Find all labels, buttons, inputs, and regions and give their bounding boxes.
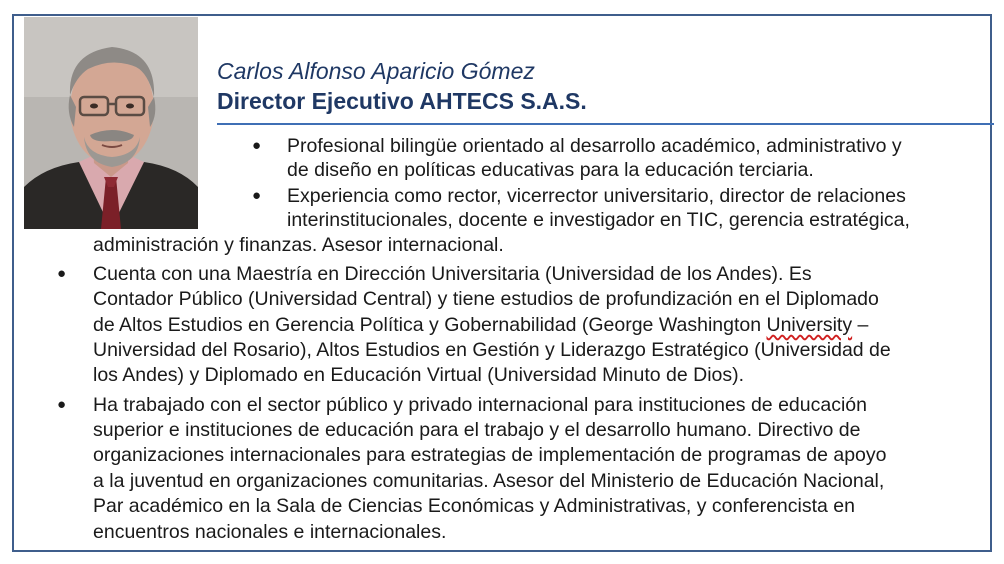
bullet-2-line-3: administración y finanzas. Asesor internacional.: [93, 234, 504, 256]
bullet-3-line-5: los Andes) y Diplomado en Educación Virtual (Universidad Minuto de Dios).: [93, 364, 745, 386]
bullet-dot-icon: ●: [252, 137, 262, 154]
bullet-2-line-2: interinstitucionales, docente e investigador en TIC, gerencia estratégica,: [287, 209, 910, 231]
bullet-4-line-1: Ha trabajado con el sector público y privado internacional para instituciones de educación: [93, 394, 867, 416]
bullet-3-line-1: Cuenta con una Maestría en Dirección Universitaria (Universidad de los Andes). Es: [93, 263, 812, 285]
bullet-dot-icon: ●: [252, 187, 262, 204]
bullet-4-line-3: organizaciones internacionales para estrategias de implementación de programas de apoyo: [93, 444, 887, 466]
person-name: Carlos Alfonso Aparicio Gómez: [217, 58, 535, 84]
bullet-3-line-2: Contador Público (Universidad Central) y tiene estudios de profundización en el Diplomado: [93, 288, 879, 310]
bullet-dot-icon: ●: [57, 265, 67, 282]
bullet-1-line-2: de diseño en políticas educativas para la educación terciaria.: [287, 159, 814, 181]
bullet-4-line-5: Par académico en la Sala de Ciencias Económicas y Administrativas, y conferencista en: [93, 495, 855, 517]
bullet-4-line-6: encuentros nacionales e internacionales.: [93, 521, 447, 543]
bullet-4-line-2: superior e instituciones de educación para el trabajo y el desarrollo humano. Directivo de: [93, 419, 861, 441]
header-divider: [217, 123, 994, 125]
person-title: Director Ejecutivo AHTECS S.A.S.: [217, 88, 587, 114]
bullet-3-line-3: [93, 313, 868, 337]
bullet-2-line-1: Experiencia como rector, vicerrector universitario, director de relaciones: [287, 185, 906, 207]
bullet-3-line-3-end: –: [852, 314, 869, 336]
portrait-photo: [24, 17, 198, 229]
bullet-3-line-3-text: de Altos Estudios en Gerencia Política y Gobernabilidad (George Washington: [93, 314, 767, 336]
bullet-3-line-4: Universidad del Rosario), Altos Estudios en Gestión y Liderazgo Estratégico (Universidad de: [93, 339, 891, 361]
portrait-illustration: [24, 17, 198, 229]
spellcheck-word: University: [766, 314, 853, 336]
bullet-dot-icon: ●: [57, 396, 67, 413]
bullet-4-line-4: a la juventud en organizaciones comunitarias. Asesor del Ministerio de Educación Nacional,: [93, 470, 885, 492]
bullet-1-line-1: Profesional bilingüe orientado al desarrollo académico, administrativo y: [287, 135, 902, 157]
